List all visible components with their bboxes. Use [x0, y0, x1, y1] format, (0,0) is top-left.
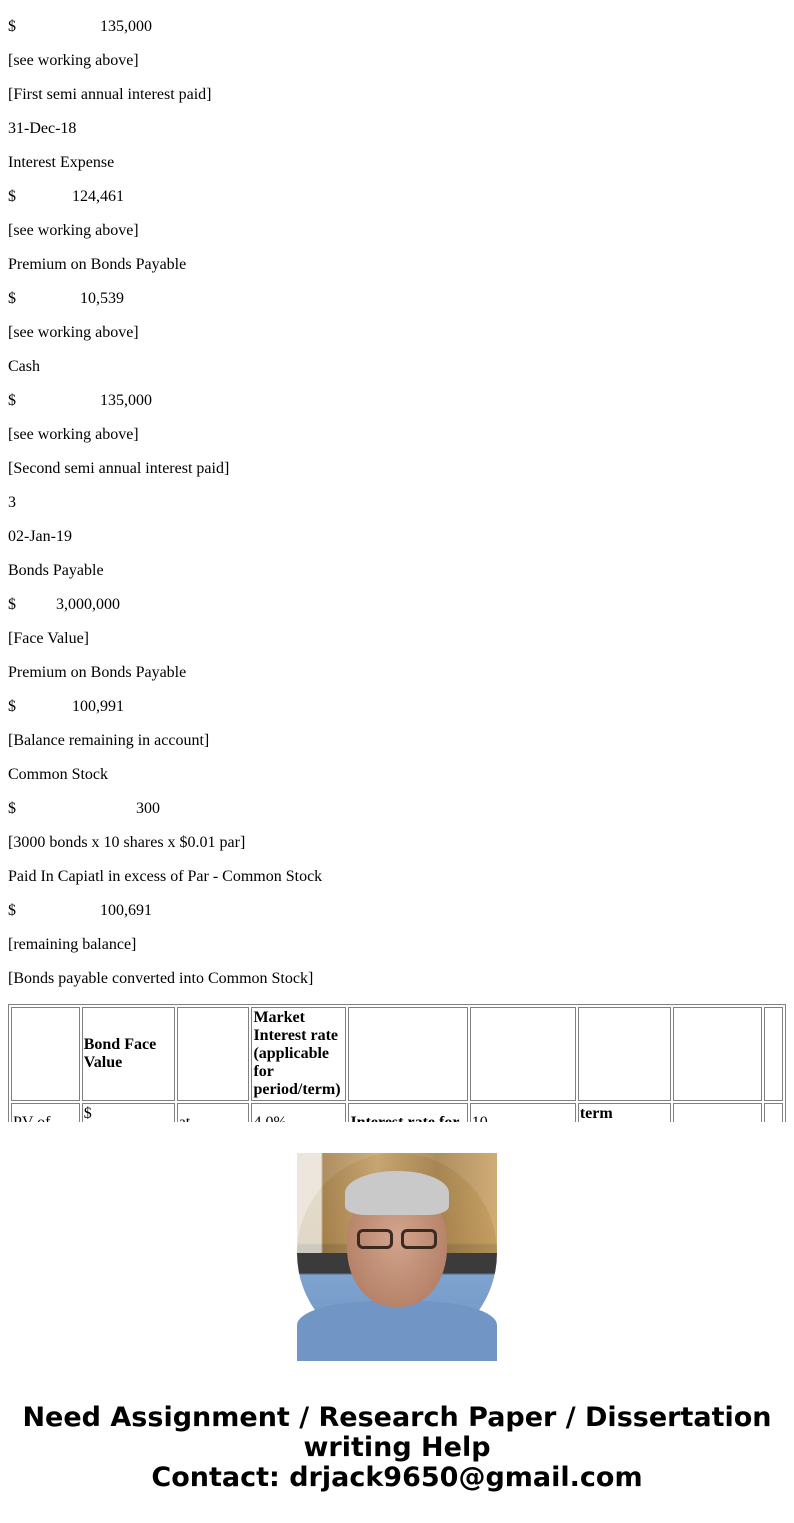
journal-line: [Balance remaining in account] [8, 732, 210, 749]
promo-overlay [0, 1122, 794, 1523]
table-cell [11, 1007, 80, 1101]
journal-line: [see working above] [8, 52, 139, 69]
journal-line: $ 100,991 [8, 698, 124, 715]
journal-line: Common Stock [8, 766, 109, 783]
journal-line: $ 100,691 [8, 902, 152, 919]
promo-contact: Contact: drjack9650@gmail.com [151, 1462, 643, 1493]
table-cell [348, 1007, 467, 1101]
shirt [297, 1301, 497, 1361]
journal-line: $ 10,539 [8, 290, 124, 307]
promo-line: Need Assignment / Research Paper / Dissertation [22, 1402, 772, 1433]
promo-line: writing Help [303, 1432, 491, 1463]
journal-line: Premium on Bonds Payable [8, 664, 187, 681]
journal-line: Cash [8, 358, 40, 375]
journal-line: $ 124,461 [8, 188, 124, 205]
journal-line: [3000 bonds x 10 shares x $0.01 par] [8, 834, 246, 851]
journal-line: [see working above] [8, 426, 139, 443]
table-cell [578, 1007, 671, 1101]
glasses-icon [353, 1229, 441, 1251]
journal-line: [remaining balance] [8, 936, 137, 953]
journal-line: Paid In Capiatl in excess of Par - Common Stock [8, 868, 323, 885]
journal-line: [Second semi annual interest paid] [8, 460, 230, 477]
journal-line: [see working above] [8, 222, 139, 239]
table-cell [177, 1007, 250, 1101]
table-cell [764, 1007, 783, 1101]
journal-line: [First semi annual interest paid] [8, 86, 212, 103]
journal-line: 3 [8, 494, 16, 511]
hair [345, 1171, 449, 1215]
cell-text: $ [83, 1105, 92, 1122]
journal-line: $ 300 [8, 800, 160, 817]
journal-line: Premium on Bonds Payable [8, 256, 187, 273]
journal-line: 02-Jan-19 [8, 528, 72, 545]
journal-line: [Bonds payable converted into Common Stock] [8, 970, 314, 987]
journal-line: $ 135,000 [8, 392, 152, 409]
table-cell: Bond Face Value [82, 1007, 175, 1101]
table-cell [673, 1007, 762, 1101]
journal-line: [see working above] [8, 324, 139, 341]
avatar [297, 1153, 497, 1353]
journal-line: 31-Dec-18 [8, 120, 77, 137]
journal-line: $ 135,000 [8, 18, 152, 35]
journal-line: $ 3,000,000 [8, 596, 120, 613]
promo-text [0, 1403, 794, 1493]
journal-line: Bonds Payable [8, 562, 104, 579]
journal-line: Interest Expense [8, 154, 115, 171]
journal-line: [Face Value] [8, 630, 89, 647]
table-cell [470, 1007, 576, 1101]
table-header-row [11, 1007, 783, 1101]
cell-text: term [579, 1105, 613, 1122]
table-cell: Market Interest rate (applicable for period/term) [251, 1007, 346, 1101]
